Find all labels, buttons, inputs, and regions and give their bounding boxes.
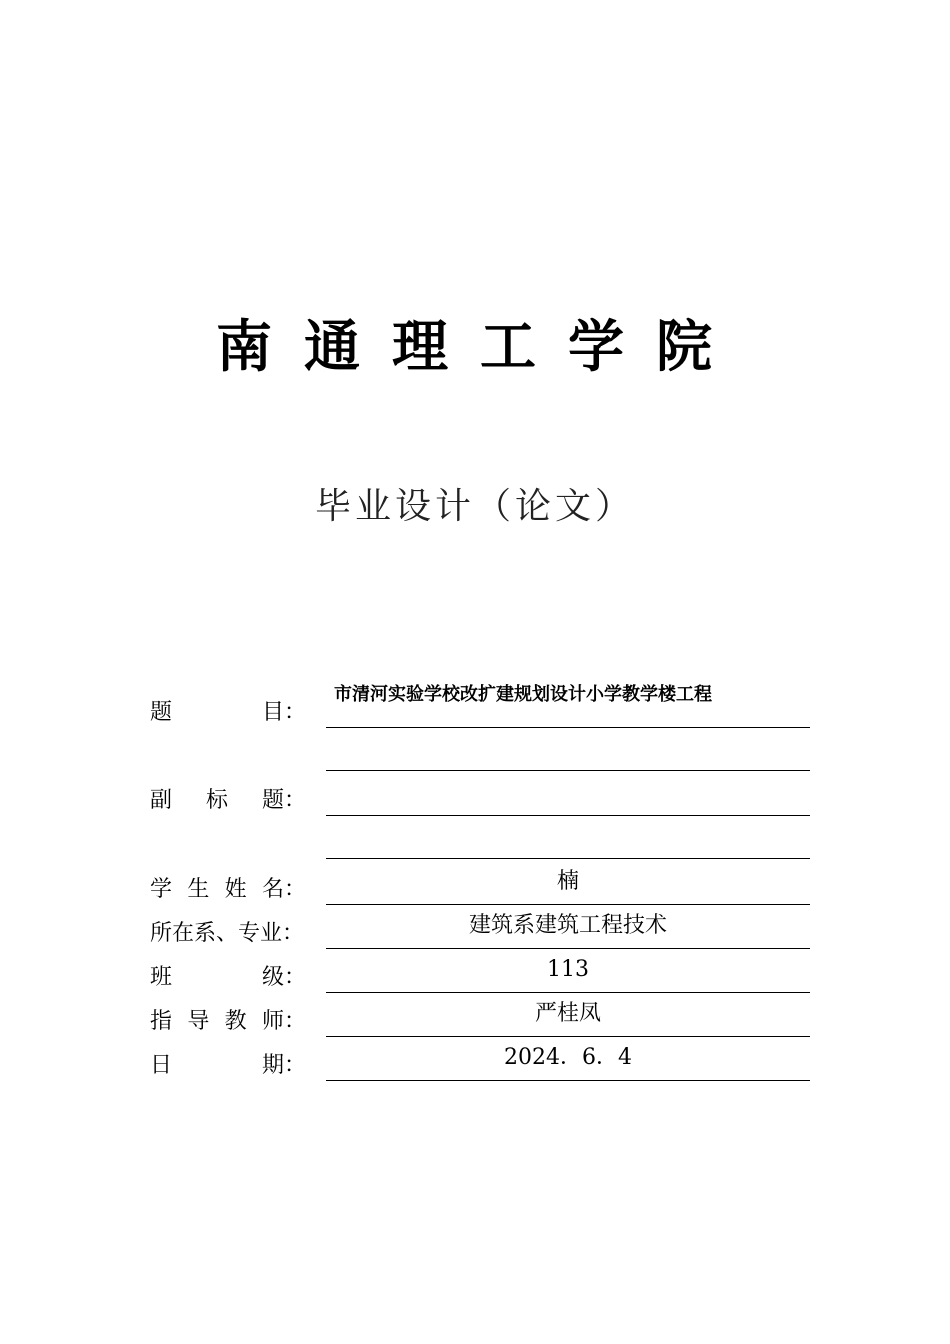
date-label: 日 期：	[150, 1053, 306, 1078]
title-row	[150, 684, 810, 728]
department-value: 建筑系建筑工程技术	[468, 913, 667, 938]
department-row	[150, 905, 810, 949]
thesis-title-value: 市清河实验学校改扩建规划设计小学教学楼工程	[334, 684, 712, 705]
date-value: 2024．6．4	[504, 1045, 632, 1070]
title-label: 题 目：	[150, 700, 306, 725]
subtitle-second-line	[326, 858, 810, 859]
department-label: 所在系、专业：	[150, 921, 305, 946]
subtitle-label: 副 标 题：	[150, 788, 306, 813]
title-second-line	[326, 770, 810, 771]
student-name-row	[150, 861, 810, 905]
subtitle-underline	[326, 775, 810, 816]
advisor-label: 指 导 教 师：	[150, 1009, 306, 1034]
document-type: 毕业设计（论文）	[314, 486, 635, 527]
class-label: 班 级：	[150, 965, 306, 990]
class-value: 113	[547, 957, 589, 982]
title-underline	[326, 687, 810, 728]
date-row	[150, 1037, 810, 1081]
student-name-label: 学 生 姓 名：	[150, 877, 306, 902]
institution-name: 南通理工学院	[216, 314, 744, 380]
subtitle-row	[150, 772, 810, 816]
advisor-value: 严桂凤	[534, 1001, 601, 1026]
advisor-row	[150, 993, 810, 1037]
student-name-value: 楠	[556, 869, 579, 894]
class-row	[150, 949, 810, 993]
